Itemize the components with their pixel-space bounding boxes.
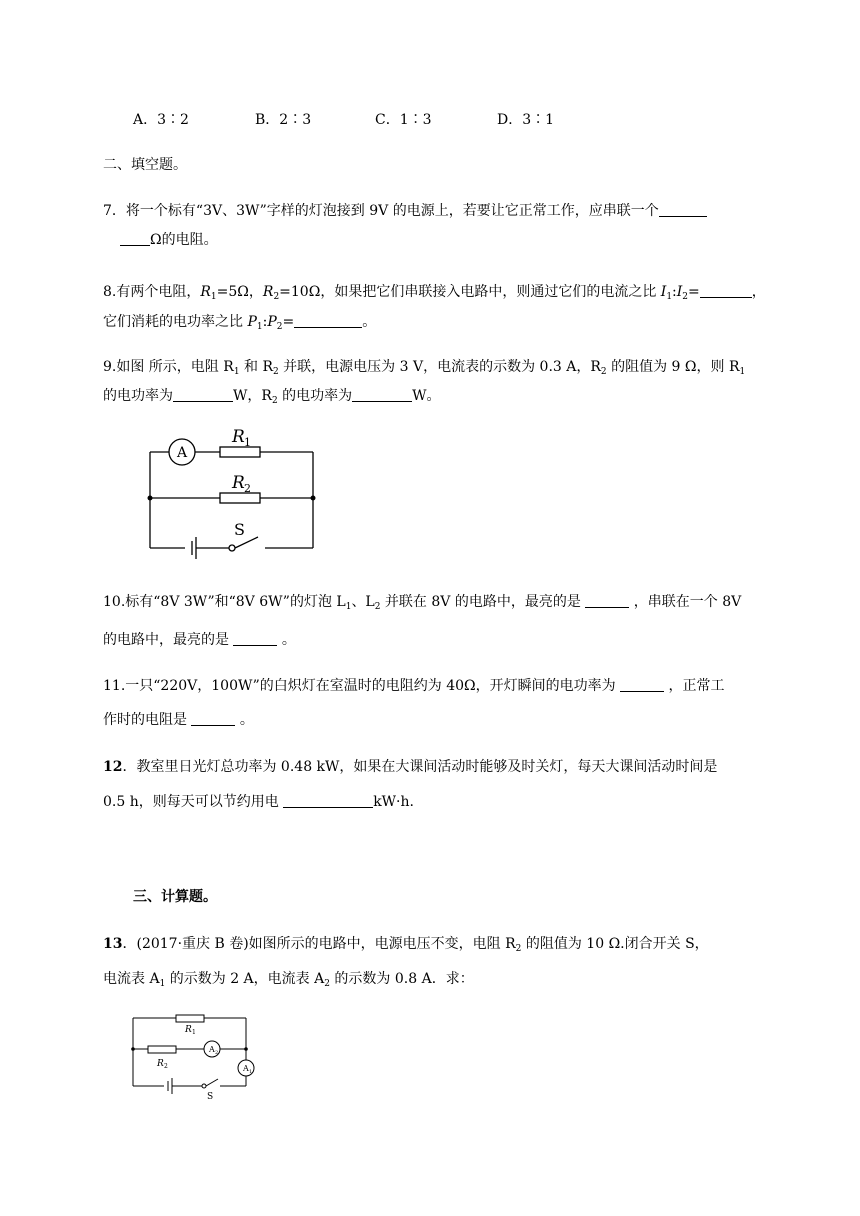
junction-dot [244, 1047, 248, 1051]
q8-text: =10Ω，如果把它们串联接入电路中，则通过它们的电流之比 [279, 284, 661, 300]
junction-dot [148, 496, 153, 501]
q13-text: 的示数为 2 A，电流表 A [165, 971, 325, 987]
r2-subscript: 2 [164, 1063, 168, 1070]
answer-blank[interactable] [120, 231, 150, 246]
section-heading-fill-in: 二、填空题。 [103, 157, 187, 173]
a1-subscript: 1 [249, 1069, 253, 1075]
q8-text: 它们消耗的电功率之比 [103, 314, 248, 330]
i-symbol: I [660, 284, 667, 300]
q8-text: : [262, 314, 268, 330]
subscript: 2 [682, 292, 689, 302]
question-11-line-2 [103, 710, 254, 730]
answer-blank[interactable] [659, 202, 707, 217]
r2-label: R [157, 1059, 164, 1069]
q12-number: 12 [103, 759, 123, 775]
q8-text: 8.有两个电阻， [103, 284, 201, 300]
q8-text: 。 [362, 314, 377, 330]
subscript: 1 [210, 292, 217, 302]
question-9-line-2 [103, 386, 441, 411]
q8-text: =5Ω， [216, 284, 263, 300]
q11-text: 11.一只“220V，100W”的白炽灯在室温时的电阻约为 40Ω，开灯瞬间的电功率为 [103, 678, 621, 694]
subscript: 2 [600, 367, 607, 377]
question-12-line-2 [103, 792, 414, 812]
q8-text: = [688, 284, 700, 300]
q10-text: 并联在 8V 的电路中，最亮的是 [380, 594, 586, 610]
q13-text: 电流表 A [103, 971, 160, 987]
subscript: 1 [233, 367, 240, 377]
option-d: D．3∶1 [497, 112, 555, 128]
subscript: 2 [324, 979, 330, 989]
q8-text: ， [751, 284, 766, 300]
subscript: 2 [515, 944, 522, 954]
q12-text: ．教室里日光灯总功率为 0.48 kW，如果在大课间活动时能够及时关灯，每天大课间活动时间是 [122, 759, 718, 775]
r2-subscript: 2 [244, 482, 251, 495]
q8-text: = [282, 314, 295, 330]
a1-label: A [243, 1064, 249, 1073]
q10-text: 的电路中，最亮的是 [103, 632, 234, 648]
subscript: 1 [739, 367, 746, 377]
q8-text: : [672, 284, 677, 300]
r-symbol: R [200, 284, 211, 300]
q9-text: 和 R [239, 359, 273, 375]
question-11-line-1 [103, 676, 725, 696]
question-10-line-1 [103, 592, 741, 617]
r1-label: R [232, 427, 245, 447]
question-13-line-1 [103, 934, 709, 959]
resistor-r2-icon [220, 493, 260, 503]
q9-text: 并联，电源电压为 3 V，电流表的示数为 0.3 A，R [278, 359, 601, 375]
answer-blank[interactable] [233, 631, 277, 646]
question-7-line-1 [103, 201, 707, 221]
a2-label: A [209, 1045, 215, 1054]
junction-dot [311, 496, 316, 501]
switch-label: S [207, 1092, 214, 1102]
subscript: 1 [256, 322, 263, 332]
question-12-line-1 [103, 757, 717, 777]
r2-label: R [232, 473, 245, 493]
q13-text: ．(2017·重庆 B 卷)如图所示的电路中，电源电压不变，电阻 R [122, 936, 516, 952]
answer-blank[interactable] [352, 387, 412, 402]
q11-text: 。 [235, 712, 254, 728]
resistor-r1-icon [220, 447, 260, 457]
subscript: 2 [273, 292, 280, 302]
q9-text: W。 [412, 388, 441, 404]
q9-text: 9.如图 所示，电阻 R [103, 359, 234, 375]
option-c: C．1∶3 [375, 112, 432, 128]
circuit-diagram-q9 [140, 425, 330, 560]
a2-subscript: 2 [215, 1050, 219, 1056]
question-13-line-2 [103, 969, 474, 994]
answer-blank[interactable] [191, 711, 235, 726]
q9-text: 的电功率为 [103, 388, 173, 404]
p-symbol: P [267, 314, 277, 330]
question-8-line-1 [103, 282, 766, 307]
q12-text: kW·h. [373, 794, 414, 810]
r1-subscript: 1 [244, 436, 251, 449]
option-b: B．2∶3 [255, 112, 312, 128]
ammeter-label: A [176, 445, 188, 461]
r1-subscript: 1 [192, 1029, 196, 1036]
answer-blank[interactable] [294, 313, 362, 328]
answer-blank[interactable] [173, 387, 233, 402]
switch-icon [202, 1084, 206, 1088]
question-10-line-2 [103, 630, 296, 650]
resistor-r2-icon [148, 1046, 176, 1053]
q9-text: 的阻值为 9 Ω，则 R [606, 359, 740, 375]
subscript: 1 [666, 292, 673, 302]
q9-text: 的电功率为 [277, 388, 353, 404]
q11-text: ，正常工 [664, 678, 725, 694]
resistor-r1-icon [176, 1015, 204, 1022]
q10-text: 10.标有“8V 3W”和“8V 6W”的灯泡 L [103, 594, 346, 610]
section-heading-calculation: 三、计算题。 [133, 889, 217, 905]
q13-text: 的示数为 0.8 A．求： [329, 971, 474, 987]
p-symbol: P [247, 314, 257, 330]
answer-blank[interactable] [585, 593, 629, 608]
answer-blank[interactable] [620, 677, 664, 692]
question-9-line-1 [103, 357, 745, 382]
q10-text: 。 [277, 632, 296, 648]
option-a: A．3∶2 [133, 112, 189, 128]
subscript: 1 [159, 979, 166, 989]
circuit-diagram-q13 [128, 1008, 268, 1103]
q7-text-end: Ω的电阻。 [150, 232, 218, 248]
answer-blank[interactable] [283, 793, 373, 808]
q7-text: 7．将一个标有“3V、3W”字样的灯泡接到 9V 的电源上，若要让它正常工作，应串联一个 [103, 203, 659, 219]
q10-text: 、L [351, 594, 375, 610]
q13-text: 的阻值为 10 Ω.闭合开关 S， [521, 936, 709, 952]
junction-dot [131, 1047, 135, 1051]
subscript: 2 [271, 396, 278, 406]
q10-text: ，串联在一个 8V [629, 594, 742, 610]
subscript: 2 [276, 322, 283, 332]
i-symbol: I [676, 284, 683, 300]
r1-label: R [185, 1025, 192, 1035]
question-8-line-2 [103, 312, 376, 337]
q13-number: 13 [103, 936, 123, 952]
subscript: 2 [273, 367, 279, 377]
subscript: 2 [374, 602, 381, 612]
r-symbol: R [262, 284, 274, 300]
switch-label: S [234, 520, 245, 539]
q9-text: W，R [233, 388, 272, 404]
q11-text: 作时的电阻是 [103, 712, 192, 728]
question-7-line-2 [120, 230, 218, 250]
switch-icon [229, 545, 235, 551]
subscript: 1 [345, 602, 352, 612]
q12-text: 0.5 h，则每天可以节约用电 [103, 794, 284, 810]
answer-blank[interactable] [700, 283, 752, 298]
